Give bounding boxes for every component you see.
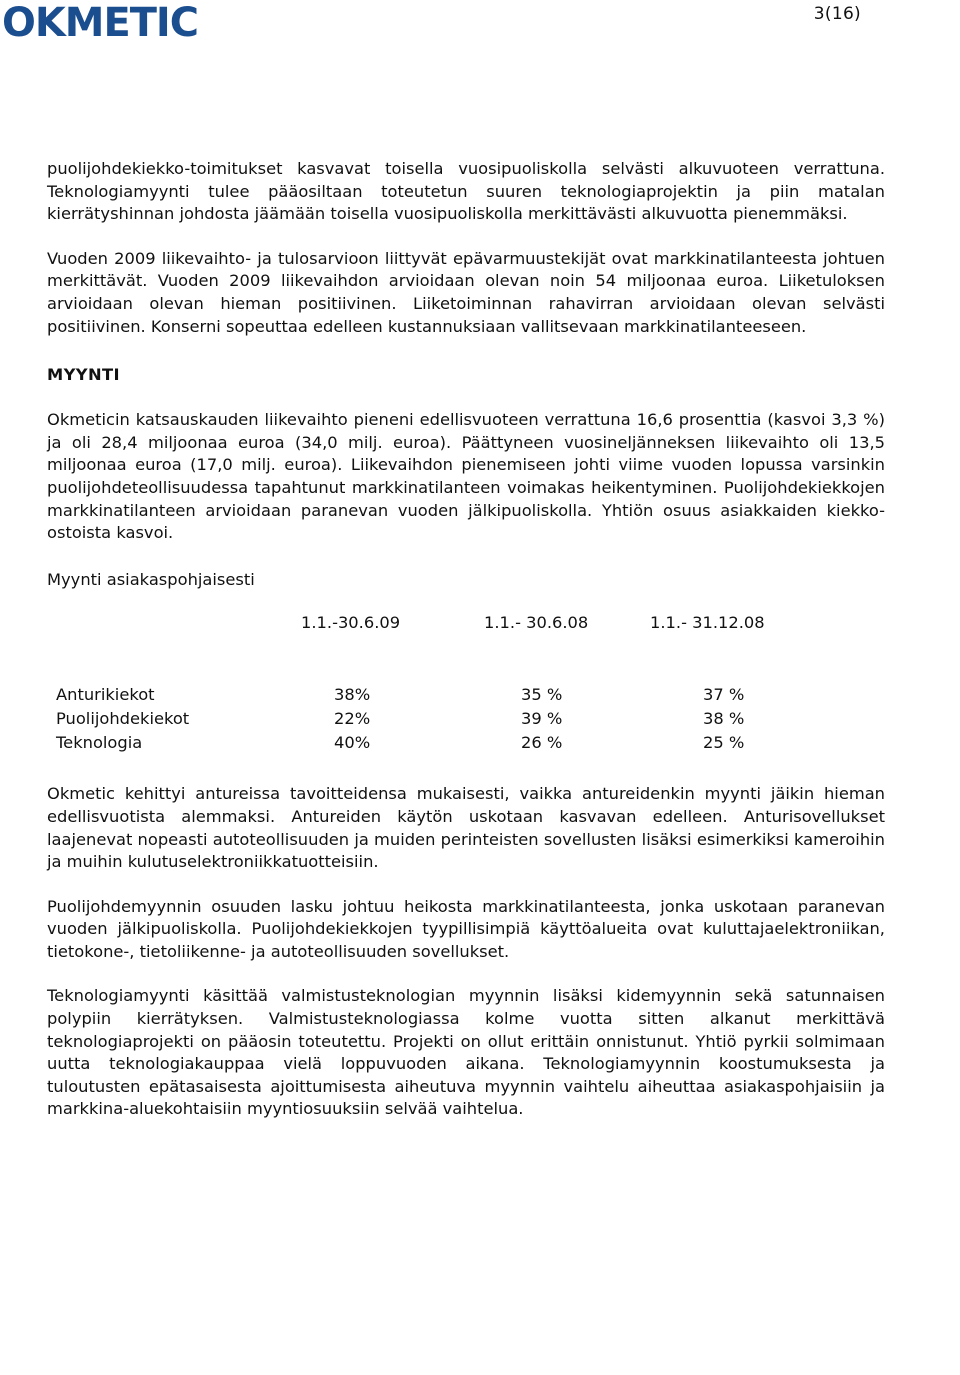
section-heading-myynti: MYYNTI [47, 365, 120, 385]
table-column-header: 1.1.- 30.6.08 [484, 613, 589, 633]
table-cell: 38 % [703, 709, 745, 729]
table-cell: 37 % [703, 685, 745, 705]
paragraph-sensors: Okmetic kehittyi antureissa tavoitteidensa mukaisesti, vaikka antureidenkin myynti jäikin hieman edellisvuotista alemmaksi. Antureiden käytön uskotaan kasvavan edelleen. Anturisovellukset laajenevat nopeasti autoteollisuuden ja muiden perinteisten sovellusten lisäksi esimerkiksi kameroihin ja muihin kulutuselektroniikkatuotteisiin. [47, 784, 885, 872]
table-row [47, 709, 885, 733]
table-cell: 25 % [703, 733, 745, 753]
document-body [47, 158, 885, 1121]
page-number: 3(16) [813, 4, 861, 24]
table-cell: 35 % [521, 685, 563, 705]
okmetic-logo [2, 2, 202, 42]
paragraph-technology-sales: Teknologiamyynti käsittää valmistusteknologian myynnin lisäksi kidemyynnin sekä satunnaisen polypiin kierrätyksen. Valmistusteknologiassa kolme vuotta sitten alkanut merkittävä teknologiaprojekti on pääosin toteutettu. Projekti on ollut erittäin onnistunut. Yhtiö pyrkii solmimaan uutta teknologiakauppaa vielä loppuvuoden aikana. Teknologiamyynnin koostumuksesta ja tuloutusten epätasaisesta ajoittumisesta aiheutuva myynnin vaihtelu aiheuttaa asiakaspohjaisiin ja markkina-aluekohtaisiin myyntiosuuksiin selvää vaihtelua. [47, 986, 885, 1119]
row-label: Puolijohdekiekot [56, 709, 190, 729]
table-caption: Myynti asiakaspohjaisesti [47, 569, 255, 589]
paragraph-sales-summary: Okmeticin katsauskauden liikevaihto pieneni edellisvuoteen verrattuna 16,6 prosenttia (kasvoi 3,3 %) ja oli 28,4 miljoonaa euroa (34,0 milj. euroa). Päättyneen vuosineljänneksen liikevaihto oli 13,5 miljoonaa euroa (17,0 milj. euroa). Liikevaihdon pienemiseen johti viime vuoden lopussa varsinkin puolijohdeteollisuudessa tapahtunut markkinatilanteen voimakas heikentyminen. Puolijohdekiekkojen markkinatilanteen arvioidaan paranevan vuoden jälkipuoliskolla. Yhtiön osuus asiakkaiden kiekko-ostoista kasvoi. [47, 410, 885, 543]
table-row [47, 733, 885, 757]
table-column-header: 1.1.-30.6.09 [301, 613, 401, 633]
table-cell: 22% [334, 709, 371, 729]
paragraph-semiconductors: Puolijohdemyynnin osuuden lasku johtuu heikosta markkinatilanteesta, jonka uskotaan paranevan vuoden jälkipuoliskolla. Puolijohdekiekkojen tyypillisimpiä käyttöalueita ovat kuluttajaelektroniikan, tietokone-, tietoliikenne- ja autoteollisuuden sovellukset. [47, 896, 885, 961]
table-column-header: 1.1.- 31.12.08 [650, 613, 765, 633]
table-cell: 26 % [521, 733, 563, 753]
sales-by-customer-table [47, 613, 885, 783]
table-cell: 40% [334, 733, 371, 753]
table-cell: 39 % [521, 709, 563, 729]
row-label: Teknologia [56, 733, 143, 753]
table-cell: 38% [334, 685, 371, 705]
logo-text: OKMETIC [2, 2, 198, 42]
paragraph-outlook-wafers: puolijohdekiekko-toimitukset kasvavat toisella vuosipuoliskolla selvästi alkuvuoteen verrattuna. Teknologiamyynti tulee pääosiltaan toteutetun suuren teknologiaprojektin ja piin matalan kierrätyshinnan johdosta jäämään toisella vuosipuoliskolla merkittävästi alkuvuotta pienemmäksi. [47, 159, 885, 224]
row-label: Anturikiekot [56, 685, 155, 705]
table-row [47, 685, 885, 709]
paragraph-outlook-2009: Vuoden 2009 liikevaihto- ja tulosarvioon liittyvät epävarmuustekijät ovat markkinatilanteesta johtuen merkittävät. Vuoden 2009 liikevaihdon arvioidaan olevan noin 54 miljoonaa euroa. Liiketuloksen arvioidaan olevan hieman positiivinen. Liiketoiminnan rahavirran arvioidaan olevan selvästi positiivinen. Konserni sopeuttaa edelleen kustannuksiaan vallitsevaan markkinatilanteeseen. [47, 248, 885, 336]
